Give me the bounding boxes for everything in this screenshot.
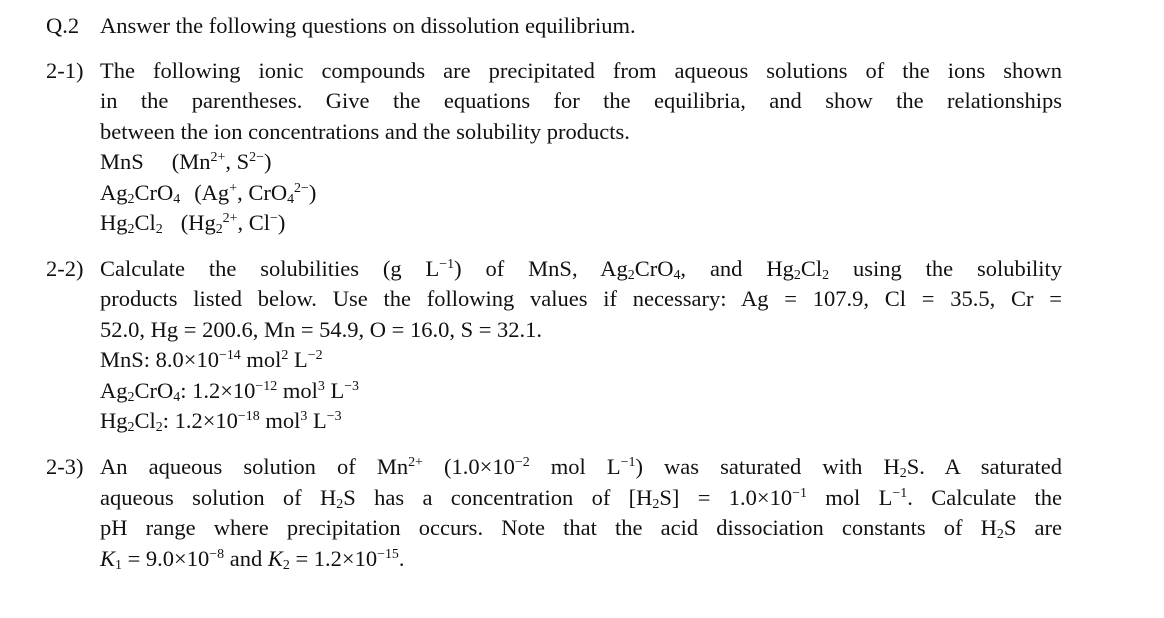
subquestion-number-2-1: 2-1) xyxy=(46,58,84,83)
ksp-mns: MnS: $8.0\times 10^{-14}$ mol$^2$ $L^{-2}$ xyxy=(100,347,323,372)
ksp-hg2cl2: $Hg_2Cl_2$: $1.2\times 10^{-18}$ mol$^3$ $L^{-3}$ xyxy=(100,408,342,435)
question-number: Q.2 xyxy=(46,13,80,38)
q23-text-line-4: $K_1 = 9.0\times 10^{-8}$ and $K_2 = 1.2\times 10^{-15}$. xyxy=(100,546,405,573)
q23-text-line-1: An aqueous solution of $Mn^{2+}$ ($1.0\times 10^{-2}$ mol $L^{-1}$) was saturated with $H_2S$. A saturated xyxy=(100,454,1062,481)
formula-mns: MnS xyxy=(100,149,144,174)
q21-text-line-2: in the parentheses. Give the equations for the equilibria, and show the relationships xyxy=(100,88,1062,113)
subquestion-number-2-2: 2-2) xyxy=(46,256,84,281)
subquestion-number-2-3: 2-3) xyxy=(46,454,84,479)
q22-text-line-1: Calculate the solubilities (g $L^{-1}$) of MnS, $Ag_2CrO_4$, and $Hg_2Cl_2$ using the solubility xyxy=(100,256,1062,283)
q22-text-line-3: 52.0, Hg = 200.6, Mn = 54.9, O = 16.0, S = 32.1. xyxy=(100,317,543,342)
q22-text-line-2: products listed below. Use the following values if necessary: Ag = 107.9, Cl = 35.5, Cr = xyxy=(100,286,1062,311)
q23-text-line-2: aqueous solution of $H_2S$ has a concentration of $[H_2S] = 1.0\times 10^{-1}$ mol $L^{-1}$. Calculate the xyxy=(100,485,1063,512)
compound-hg2cl2: $Hg_2Cl_2$ ($Hg_2^{2+}$, Cl−) xyxy=(100,210,286,237)
ksp-ag2cro4: $Ag_2CrO_4$: $1.2\times 10^{-12}$ mol$^3$ $L^{-3}$ xyxy=(100,378,360,405)
q23-text-line-3: pH range where precipitation occurs. Note that the acid dissociation constants of $H_2S$ are xyxy=(100,515,1062,542)
q21-text-line-3: between the ion concentrations and the solubility products. xyxy=(100,119,630,144)
q21-text-line-1: The following ionic compounds are precipitated from aqueous solutions of the ions shown xyxy=(100,58,1062,83)
question-title: Answer the following questions on dissolution equilibrium. xyxy=(100,13,636,38)
compound-mns: MnS ($Mn^{2+}$, $S^{2-}$) xyxy=(100,149,272,174)
compound-ag2cro4: $Ag_2CrO_4$ (Ag+, CrO$_4^{2-}$) xyxy=(100,180,317,207)
